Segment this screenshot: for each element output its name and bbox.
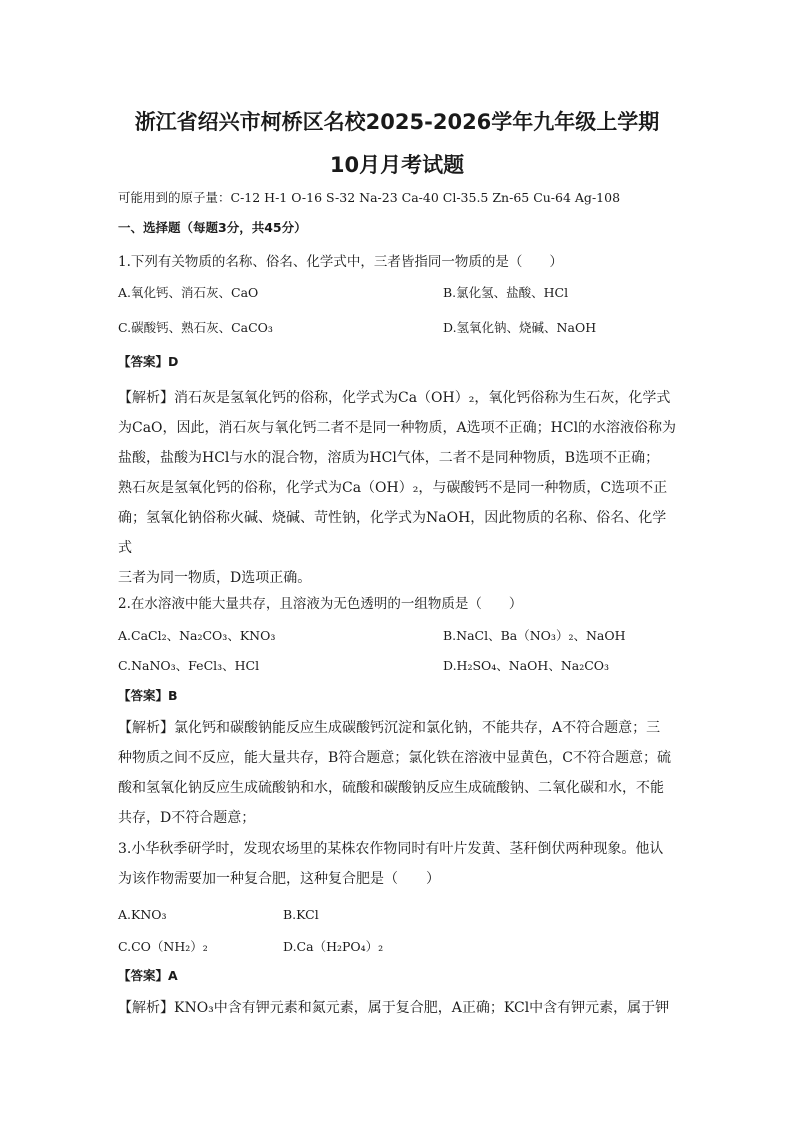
q1-analysis-line: 三者为同一物质，D选项正确。 [118, 570, 312, 586]
exam-title-line1: 浙江省绍兴市柯桥区名校2025-2026学年九年级上学期 [134, 110, 660, 134]
q1-option-c: C.碳酸钙、熟石灰、CaCO₃ [118, 320, 273, 335]
q1-analysis-line: 确；氢氧化钠俗称火碱、烧碱、苛性钠，化学式为NaOH，因此物质的名称、俗名、化学式 [118, 510, 667, 556]
q2-analysis-line: 酸和氢氧化钠反应生成硫酸钠和水，硫酸和碳酸钠反应生成硫酸钠、二氧化碳和水，不能 [118, 780, 664, 796]
q1-analysis [118, 383, 680, 593]
q1-stem: 1.下列有关物质的名称、俗名、化学式中，三者皆指同一物质的是（ ） [118, 254, 563, 270]
q3-stem-line: 为该作物需要加一种复合肥，这种复合肥是（ ） [118, 871, 440, 887]
q1-option-b: B.氯化氢、盐酸、HCl [443, 285, 569, 300]
q2-analysis [118, 713, 680, 833]
q2-analysis-line: 【解析】氯化钙和碳酸钠能反应生成碳酸钙沉淀和氯化钠，不能共存，A不符合题意；三 [118, 720, 661, 736]
q2-option-b: B.NaCl、Ba（NO₃）₂、NaOH [443, 628, 626, 643]
q2-option-d: D.H₂SO₄、NaOH、Na₂CO₃ [443, 658, 610, 673]
q3-option-c: C.CO（NH₂）₂ [118, 939, 208, 954]
q2-option-c: C.NaNO₃、FeCl₃、HCl [118, 658, 260, 673]
q1-analysis-line: 熟石灰是氢氧化钙的俗称，化学式为Ca（OH）₂，与碳酸钙不是同一种物质，C选项不正 [118, 480, 668, 496]
exam-title-line2: 10月月考试题 [329, 153, 465, 177]
q3-analysis-line: 【解析】KNO₃中含有钾元素和氮元素，属于复合肥，A正确；KCl中含有钾元素，属于钾 [118, 1000, 670, 1016]
atomic-masses: 可能用到的原子量：C-12 H-1 O-16 S-32 Na-23 Ca-40 Cl-35.5 Zn-65 Cu-64 Ag-108 [118, 190, 621, 205]
q1-option-a: A.氧化钙、消石灰、CaO [118, 285, 259, 300]
q2-option-a: A.CaCl₂、Na₂CO₃、KNO₃ [118, 628, 276, 643]
q3-option-a: A.KNO₃ [118, 907, 167, 922]
q3-option-d: D.Ca（H₂PO₄）₂ [283, 939, 384, 954]
q1-analysis-line: 盐酸，盐酸为HCl与水的混合物，溶质为HCl气体，二者不是同种物质，B选项不正确； [118, 450, 660, 466]
q1-option-d: D.氢氧化钠、烧碱、NaOH [443, 320, 597, 335]
section-heading: 一、选择题（每题3分，共45分） [118, 220, 307, 235]
q3-stem [118, 834, 680, 894]
q3-analysis [118, 993, 680, 1023]
q2-analysis-line: 种物质之间不反应，能大量共存，B符合题意；氯化铁在溶液中显黄色，C不符合题意；硫 [118, 750, 671, 766]
q1-analysis-line: 为CaO，因此，消石灰与氧化钙二者不是同一种物质，A选项不正确；HCl的水溶液俗称为 [118, 420, 677, 436]
q1-answer: 【答案】D [118, 354, 179, 369]
q2-analysis-line: 共存，D不符合题意； [118, 810, 256, 826]
q3-answer: 【答案】A [118, 968, 178, 983]
q2-stem: 2.在水溶液中能大量共存，且溶液为无色透明的一组物质是（ ） [118, 596, 523, 612]
q1-analysis-line: 【解析】消石灰是氢氧化钙的俗称，化学式为Ca（OH）₂，氧化钙俗称为生石灰，化学式 [118, 390, 671, 406]
q3-option-b: B.KCl [283, 907, 319, 922]
q3-stem-line: 3.小华秋季研学时，发现农场里的某株农作物同时有叶片发黄、茎秆倒伏两种现象。他认 [118, 841, 664, 857]
q2-answer: 【答案】B [118, 688, 178, 703]
